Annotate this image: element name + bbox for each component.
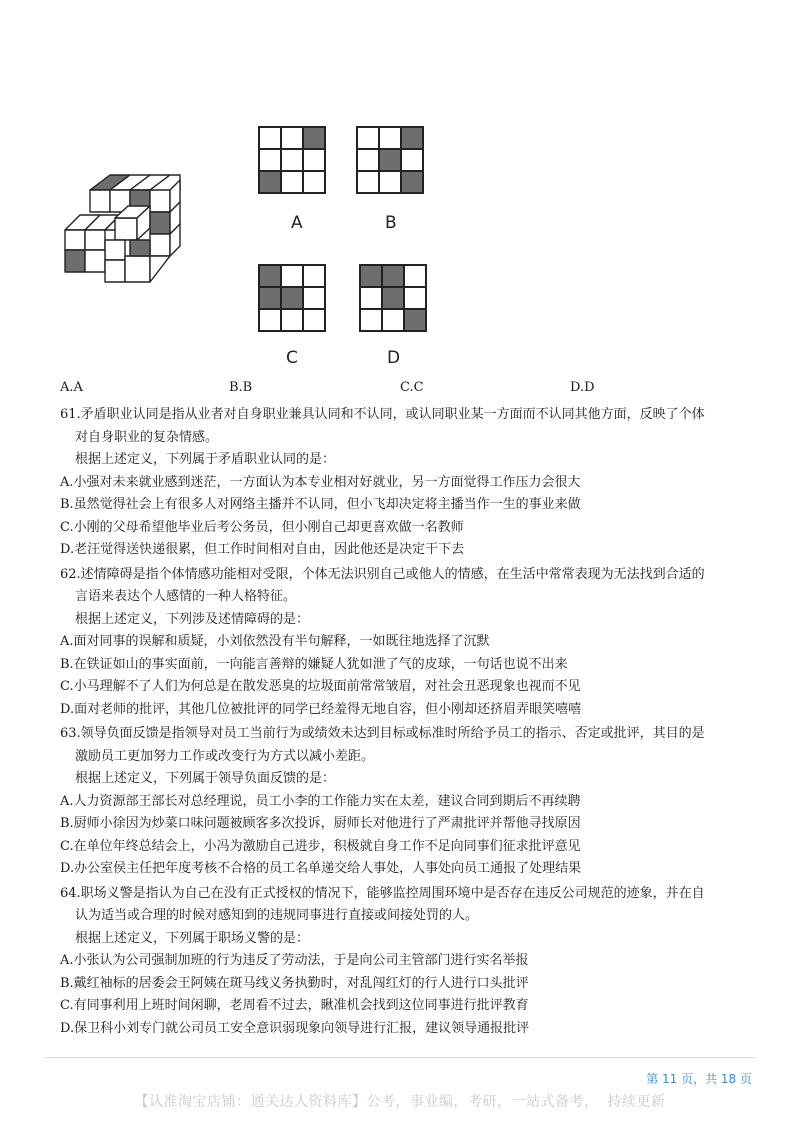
answer-choice-a[interactable]: A.A [60,380,83,395]
question-stem-line: 63.领导负面反馈是指领导对员工当前行为或绩效未达到目标或标准时所给予员工的指示、否定或批评，其目的是 [60,726,705,741]
question-64 [60,883,760,1041]
question-62 [60,564,760,722]
question-option[interactable]: D.老汪觉得送快递很累，但工作时间相对自由，因此他还是决定干下去 [60,542,465,557]
question-stem-line: 认为适当或合理的时候对感知到的违规同事进行直接或间接处罚的人。 [75,908,479,923]
question-option[interactable]: B.在铁证如山的事实面前，一向能言善辩的嫌疑人犹如泄了气的皮球，一句话也说不出来 [60,656,568,672]
option-d-label: D [387,348,401,368]
option-d-grid [359,264,427,332]
question-option[interactable]: D.面对老师的批评，其他几位被批评的同学已经羞得无地自容，但小刚却还挤眉弄眼笑嘻嘻 [60,701,582,717]
question-stem-line: 62.述情障碍是指个体情感功能相对受限，个体无法识别自己或他人的情感，在生活中常常表现为无法找到合适的 [60,566,705,582]
footer-divider [45,1057,755,1058]
question-option[interactable]: B.虽然觉得社会上有很多人对网络主播并不认同，但小飞却决定将主播当作一生的事业来做 [60,497,581,512]
question-prompt: 根据上述定义，下列属于矛盾职业认同的是： [75,452,336,467]
option-c-label: C [286,348,298,368]
cube-stack-figure [60,170,190,295]
question-stem-line: 61.矛盾职业认同是指从业者对自身职业兼具认同和不认同，或认同职业某一方面而不认同其他方面，反映了个体 [60,407,705,422]
questions-section [60,404,760,1042]
option-b-label: B [385,213,397,233]
question-option[interactable]: A.人力资源部王部长对总经理说，员工小李的工作能力实在太差，建议合同到期后不再续聘 [60,793,581,809]
question-prompt: 根据上述定义，下列属于职场义警的是： [75,930,310,946]
question-prompt: 根据上述定义，下列属于领导负面反馈的是： [75,771,336,786]
question-stem-line: 言语来表达个人感情的一种人格特征。 [75,589,297,604]
option-a-label: A [291,213,303,233]
question-61 [60,404,760,562]
question-option[interactable]: C.在单位年终总结会上，小冯为激励自己进步，积极就自身工作不足向同事们征求批评意见 [60,838,581,854]
answer-choice-c[interactable]: C.C [400,380,424,395]
question-stem-line: 64.职场义警是指认为自己在没有正式授权的情况下，能够监控周围环境中是否存在违反公司规范的迹象，并在自 [60,885,705,901]
question-option[interactable]: C.有同事利用上班时间闲聊，老周看不过去，瞅准机会找到这位同事进行批评教育 [60,998,529,1013]
question-option[interactable]: A.面对同事的误解和质疑，小刘依然没有半句解释，一如既往地选择了沉默 [60,634,490,649]
watermark-text: 【认准淘宝店铺：通关达人资料库】公考，事业编，考研，一站式备考， 持续更新 [134,1094,666,1110]
page-number: 第 11 页，共 18 页 [646,1072,752,1086]
answer-choices-row [60,380,760,400]
answer-choice-d[interactable]: D.D [570,380,595,395]
question-option[interactable]: B.厨师小徐因为炒菜口味问题被顾客多次投诉，厨师长对他进行了严肃批评并帮他寻找原因 [60,816,581,831]
question-option[interactable]: A.小强对未来就业感到迷茫，一方面认为本专业相对好就业，另一方面觉得工作压力会很大 [60,474,581,490]
option-b-grid [356,126,424,194]
option-c-grid [258,264,326,332]
question-option[interactable]: D.办公室侯主任把年度考核不合格的员工名单递交给人事处，人事处向员工通报了处理结果 [60,861,582,876]
question-prompt: 根据上述定义，下列涉及述情障碍的是： [75,611,310,627]
question-option[interactable]: C.小马理解不了人们为何总是在散发恶臭的垃圾面前常常皱眉，对社会丑恶现象也视而不见 [60,679,581,694]
question-63 [60,723,760,881]
question-option[interactable]: D.保卫科小刘专门就公司员工安全意识弱现象向领导进行汇报，建议领导通报批评 [60,1020,530,1036]
question-stem-line: 对自身职业的复杂情感。 [75,429,219,445]
question-option[interactable]: B.戴红袖标的居委会王阿姨在斑马线义务执勤时，对乱闯红灯的行人进行口头批评 [60,975,529,991]
answer-choice-b[interactable]: B.B [229,380,253,395]
figure-area [0,0,800,380]
option-a-grid [258,126,326,194]
question-option[interactable]: A.小张认为公司强制加班的行为违反了劳动法，于是向公司主管部门进行实名举报 [60,953,529,968]
question-option[interactable]: C.小刚的父母希望他毕业后考公务员，但小刚自己却更喜欢做一名教师 [60,519,464,535]
question-stem-line: 激励员工更加努力工作或改变行为方式以减小差距。 [75,748,375,764]
